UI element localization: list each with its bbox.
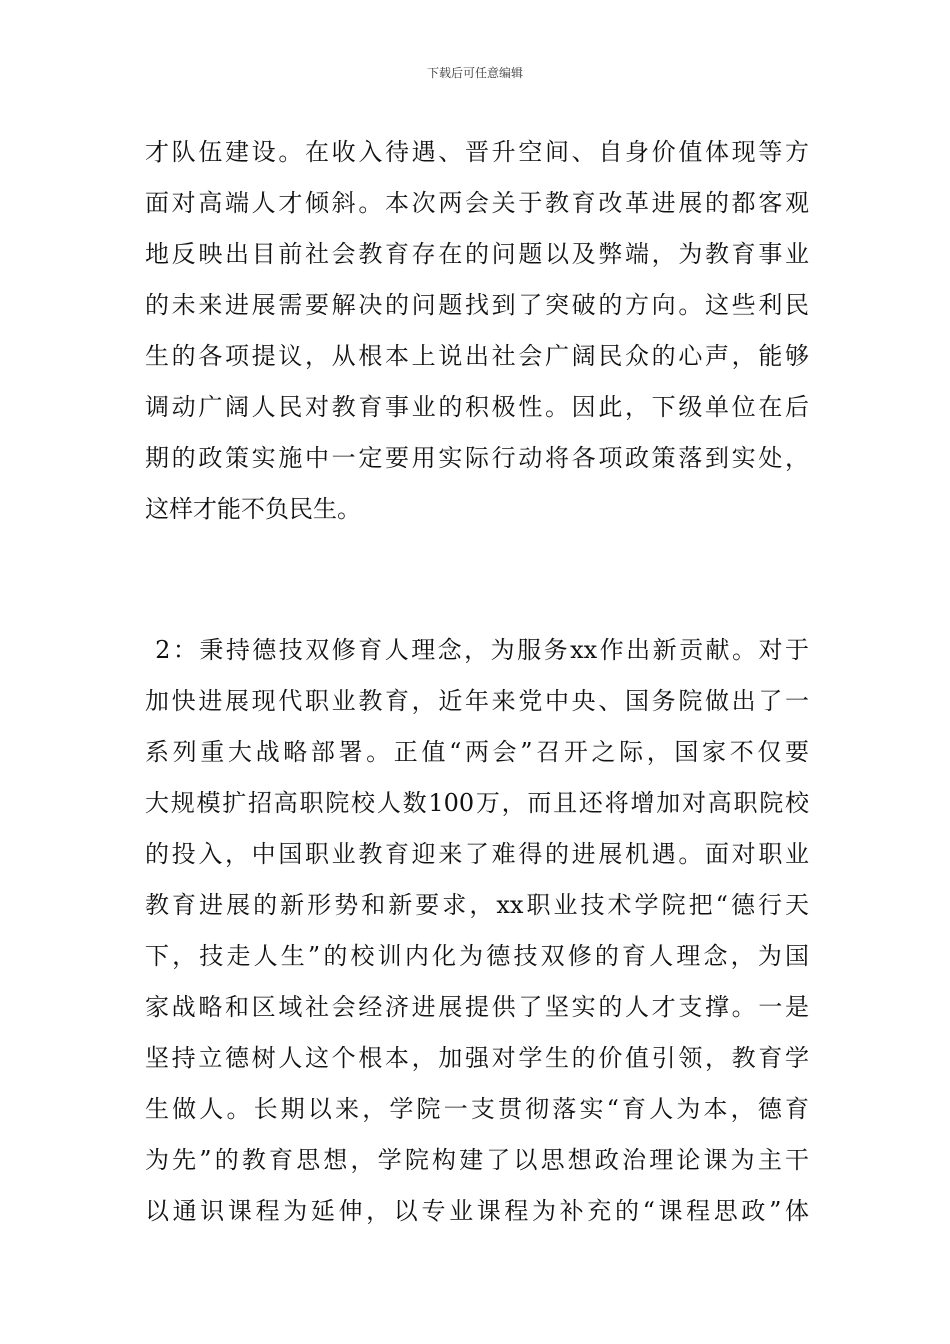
text-line: 生的各项提议，从根本上说出社会广阔民众的心声，能够 xyxy=(145,342,809,370)
text-line: 面对高端人才倾斜。本次两会关于教育改革进展的都客观 xyxy=(145,189,809,217)
page-header: 下载后可任意编辑 xyxy=(426,66,523,80)
text-line: 才队伍建设。在收入待遇、晋升空间、自身价值体现等方 xyxy=(145,138,809,166)
paragraph-1 xyxy=(145,127,809,535)
text-line: 大规模扩招高职院校人数100万，而且还将增加对高职院校 xyxy=(145,789,809,817)
text-line: 这样才能不负民生。 xyxy=(145,495,361,523)
text-line: 地反映出目前社会教育存在的问题以及弊端，为教育事业 xyxy=(145,240,809,268)
text-line: 以通识课程为延伸，以专业课程为补充的“课程思政”体 xyxy=(145,1197,809,1225)
text-line: 的未来进展需要解决的问题找到了突破的方向。这些利民 xyxy=(145,291,809,319)
text-line: 加快进展现代职业教育，近年来党中央、国务院做出了一 xyxy=(145,687,809,715)
text-line: 的投入，中国职业教育迎来了难得的进展机遇。面对职业 xyxy=(145,840,809,868)
text-line: 为先”的教育思想，学院构建了以思想政治理论课为主干 xyxy=(145,1146,809,1174)
paragraph-2 xyxy=(145,625,809,1237)
text-line: 家战略和区域社会经济进展提供了坚实的人才支撑。一是 xyxy=(145,993,809,1021)
text-line: 下，技走人生”的校训内化为德技双修的育人理念，为国 xyxy=(145,942,809,970)
text-line: 期的政策实施中一定要用实际行动将各项政策落到实处， xyxy=(145,444,809,472)
text-line: 调动广阔人民对教育事业的积极性。因此，下级单位在后 xyxy=(145,393,809,421)
text-line: 教育进展的新形势和新要求，xx职业技术学院把“德行天 xyxy=(145,891,809,919)
text-line: 生做人。长期以来，学院一支贯彻落实“育人为本，德育 xyxy=(145,1095,809,1123)
text-line: 系列重大战略部署。正值“两会”召开之际，国家不仅要 xyxy=(145,738,809,766)
text-line: 坚持立德树人这个根本，加强对学生的价值引领，教育学 xyxy=(145,1044,809,1072)
text-line: 2：秉持德技双修育人理念，为服务xx作出新贡献。对于 xyxy=(145,636,809,664)
